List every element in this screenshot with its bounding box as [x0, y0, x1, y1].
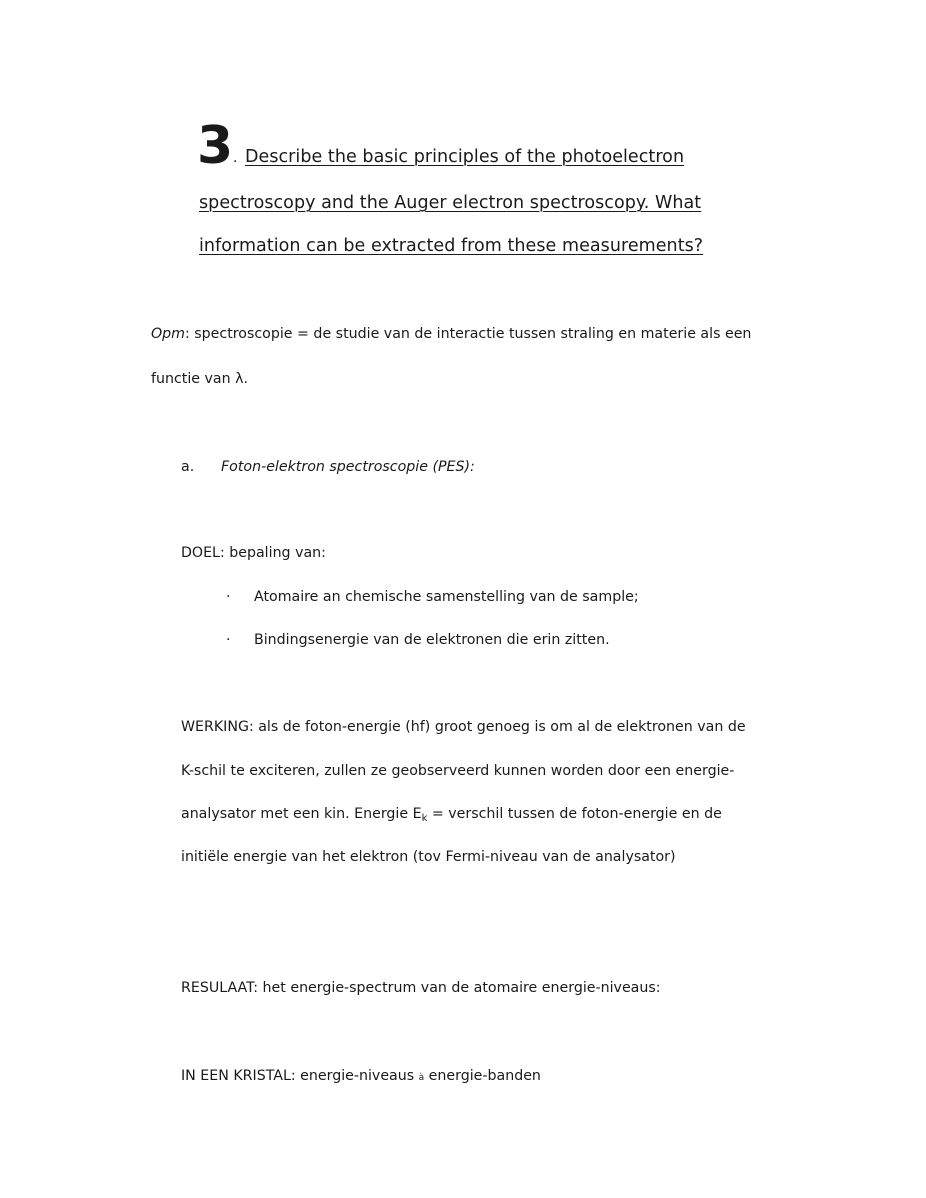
opm-line-1: [151, 324, 751, 344]
kinetic-energy-subscript: k: [421, 813, 428, 824]
opm-line-2: functie van λ.: [151, 371, 249, 387]
question-number: 3: [197, 116, 234, 176]
doel-bullet-1: Atomaire an chemische samenstelling van de sample;: [254, 589, 639, 605]
opm-line-1-text: : spectroscopie = de studie van de interactie tussen straling en materie als een: [185, 326, 752, 342]
question-title-line-2: spectroscopy and the Auger electron spectroscopy. What: [199, 193, 702, 213]
bullet-icon: ·: [226, 589, 231, 605]
kristal-text-start: IN EEN KRISTAL: energie-niveaus: [181, 1068, 419, 1084]
arrow-icon: à: [418, 1073, 425, 1083]
resultaat-line: RESULAAT: het energie-spectrum van de atomaire energie-niveaus:: [181, 980, 661, 996]
werking-line-3: [181, 804, 722, 829]
werking-line-4: initiële energie van het elektron (tov Fermi-niveau van de analysator): [181, 849, 676, 865]
opm-label: Opm: [151, 326, 185, 342]
werking-line-2: K-schil te exciteren, zullen ze geobserveerd kunnen worden door een energie-: [181, 763, 735, 779]
kristal-line: [181, 1066, 541, 1088]
bullet-icon: ·: [226, 632, 231, 648]
werking-line-3-start: analysator met een kin. Energie E: [181, 806, 422, 822]
question-number-dot: .: [233, 150, 238, 166]
doel-heading: DOEL: bepaling van:: [181, 545, 326, 561]
doel-bullet-2: Bindingsenergie van de elektronen die erin zitten.: [254, 632, 610, 648]
werking-line-3-end: = verschil tussen de foton-energie en de: [427, 806, 722, 822]
section-a-title: Foton-elektron spectroscopie (PES):: [221, 459, 475, 475]
kristal-text-end: energie-banden: [424, 1068, 541, 1084]
question-title-line-3: information can be extracted from these measurements?: [199, 236, 704, 256]
section-a-marker: a.: [181, 459, 195, 475]
question-title-line-1: Describe the basic principles of the photoelectron: [245, 147, 685, 167]
werking-line-1: WERKING: als de foton-energie (hf) groot genoeg is om al de elektronen van de: [181, 719, 746, 735]
